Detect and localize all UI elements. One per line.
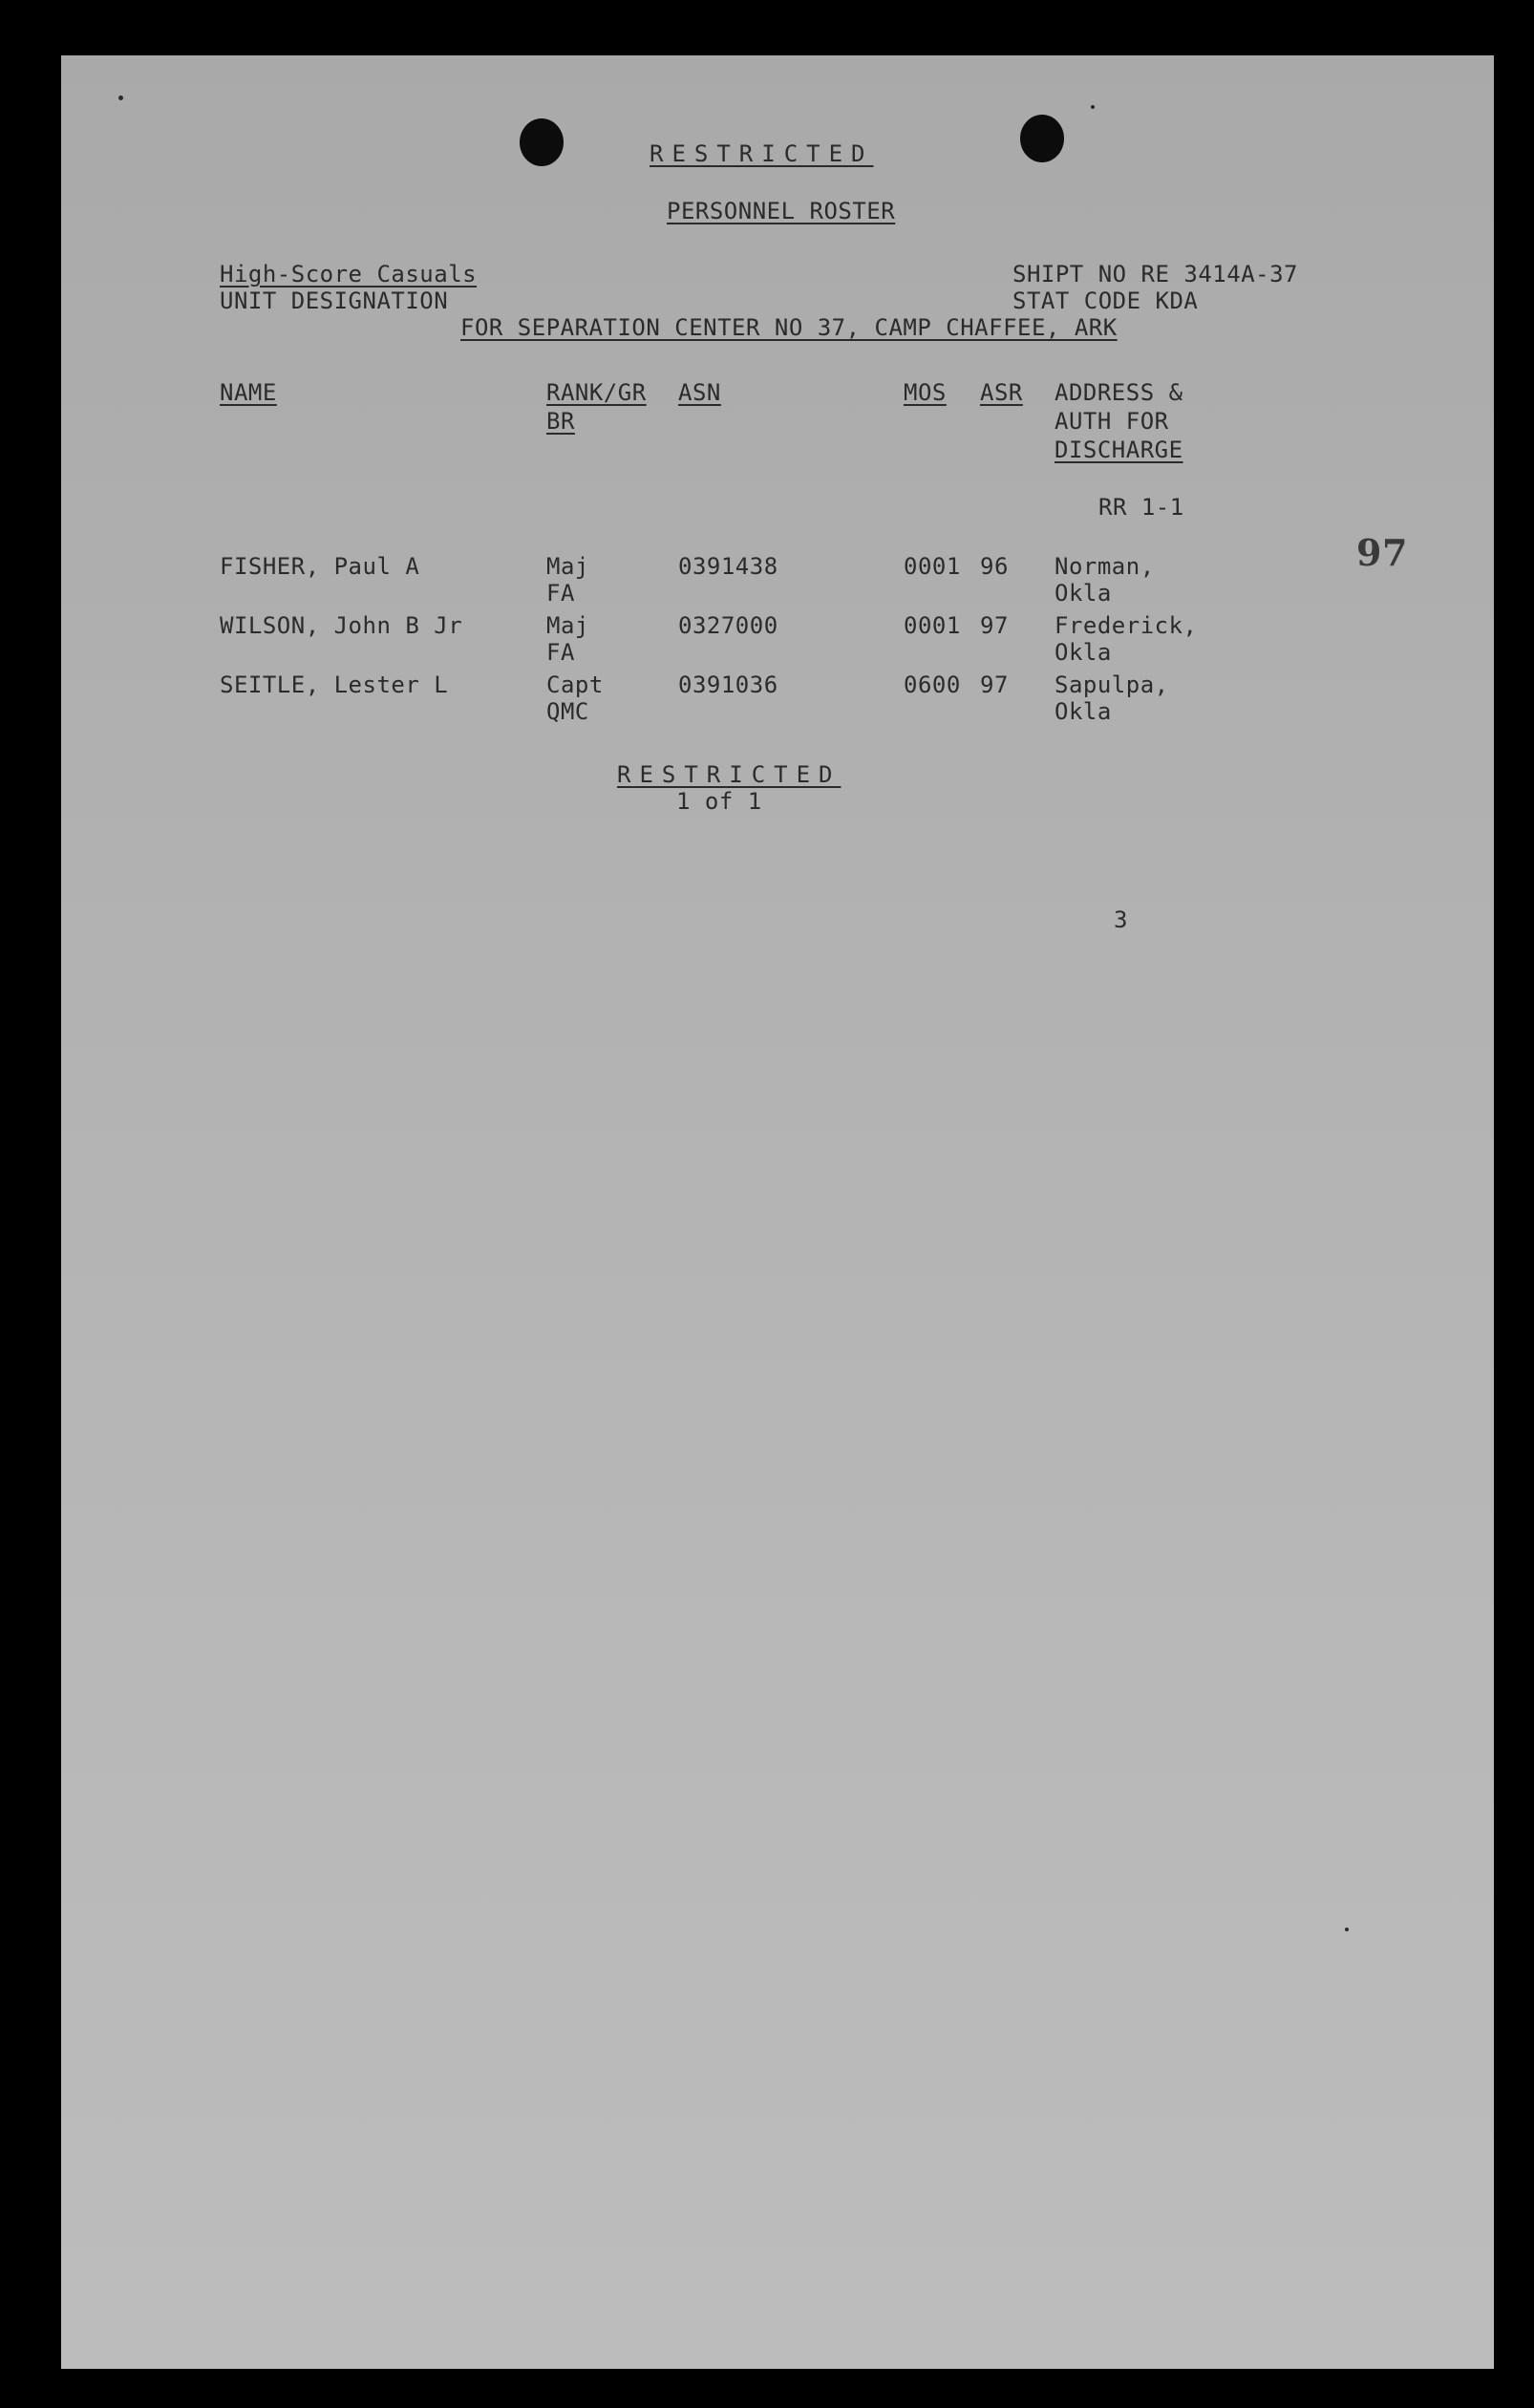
col-header-rank-line1: RANK/GR xyxy=(546,379,647,406)
speck xyxy=(1345,1928,1349,1931)
sheet-number: 3 xyxy=(1114,906,1128,933)
row-mos: 0600 xyxy=(904,671,961,698)
col-header-asr: ASR xyxy=(980,379,1023,406)
destination: FOR SEPARATION CENTER NO 37, CAMP CHAFFEE, ARK xyxy=(460,314,1118,341)
row-mos: 0001 xyxy=(904,553,961,580)
row-asr: 96 xyxy=(980,553,1009,580)
document-sheet xyxy=(61,55,1494,2369)
margin-number: 97 xyxy=(1356,531,1408,574)
col-header-address-line1: ADDRESS & xyxy=(1055,379,1183,406)
col-header-mos: MOS xyxy=(904,379,947,406)
row-rank: Capt xyxy=(546,671,604,698)
row-mos: 0001 xyxy=(904,612,961,639)
shipment-number: SHIPT NO RE 3414A-37 xyxy=(1012,261,1298,288)
punch-hole-left xyxy=(520,118,564,166)
row-asr: 97 xyxy=(980,671,1009,698)
row-asn: 0391036 xyxy=(678,671,778,698)
unit-name: High-Score Casuals xyxy=(220,261,478,288)
col-header-address xyxy=(1055,378,1183,464)
row-state: Okla xyxy=(1055,580,1112,607)
page-count: 1 of 1 xyxy=(676,788,762,815)
row-rank: Maj xyxy=(546,553,589,580)
col-header-rank xyxy=(546,378,647,436)
col-header-address-line3: DISCHARGE xyxy=(1055,437,1183,463)
row-branch: QMC xyxy=(546,698,589,725)
row-city: Sapulpa, xyxy=(1055,671,1169,698)
row-name: FISHER, Paul A xyxy=(220,553,420,580)
row-city: Frederick, xyxy=(1055,612,1198,639)
discharge-authority: RR 1-1 xyxy=(1098,494,1184,521)
col-header-rank-line2: BR xyxy=(546,408,575,435)
row-asn: 0327000 xyxy=(678,612,778,639)
row-state: Okla xyxy=(1055,698,1112,725)
col-header-asn: ASN xyxy=(678,379,721,406)
document-title: PERSONNEL ROSTER xyxy=(667,198,896,224)
col-header-name: NAME xyxy=(220,379,277,406)
row-asn: 0391438 xyxy=(678,553,778,580)
row-branch: FA xyxy=(546,639,575,666)
unit-label: UNIT DESIGNATION xyxy=(220,288,449,314)
classification-top: RESTRICTED xyxy=(650,140,874,167)
row-rank: Maj xyxy=(546,612,589,639)
stat-code: STAT CODE KDA xyxy=(1012,288,1199,314)
row-name: SEITLE, Lester L xyxy=(220,671,449,698)
row-state: Okla xyxy=(1055,639,1112,666)
row-branch: FA xyxy=(546,580,575,607)
speck xyxy=(118,96,123,100)
speck xyxy=(1091,105,1095,109)
classification-bottom: RESTRICTED xyxy=(617,761,842,788)
row-asr: 97 xyxy=(980,612,1009,639)
col-header-address-line2: AUTH FOR xyxy=(1055,408,1169,435)
row-name: WILSON, John B Jr xyxy=(220,612,463,639)
row-city: Norman, xyxy=(1055,553,1155,580)
punch-hole-right xyxy=(1020,115,1064,162)
